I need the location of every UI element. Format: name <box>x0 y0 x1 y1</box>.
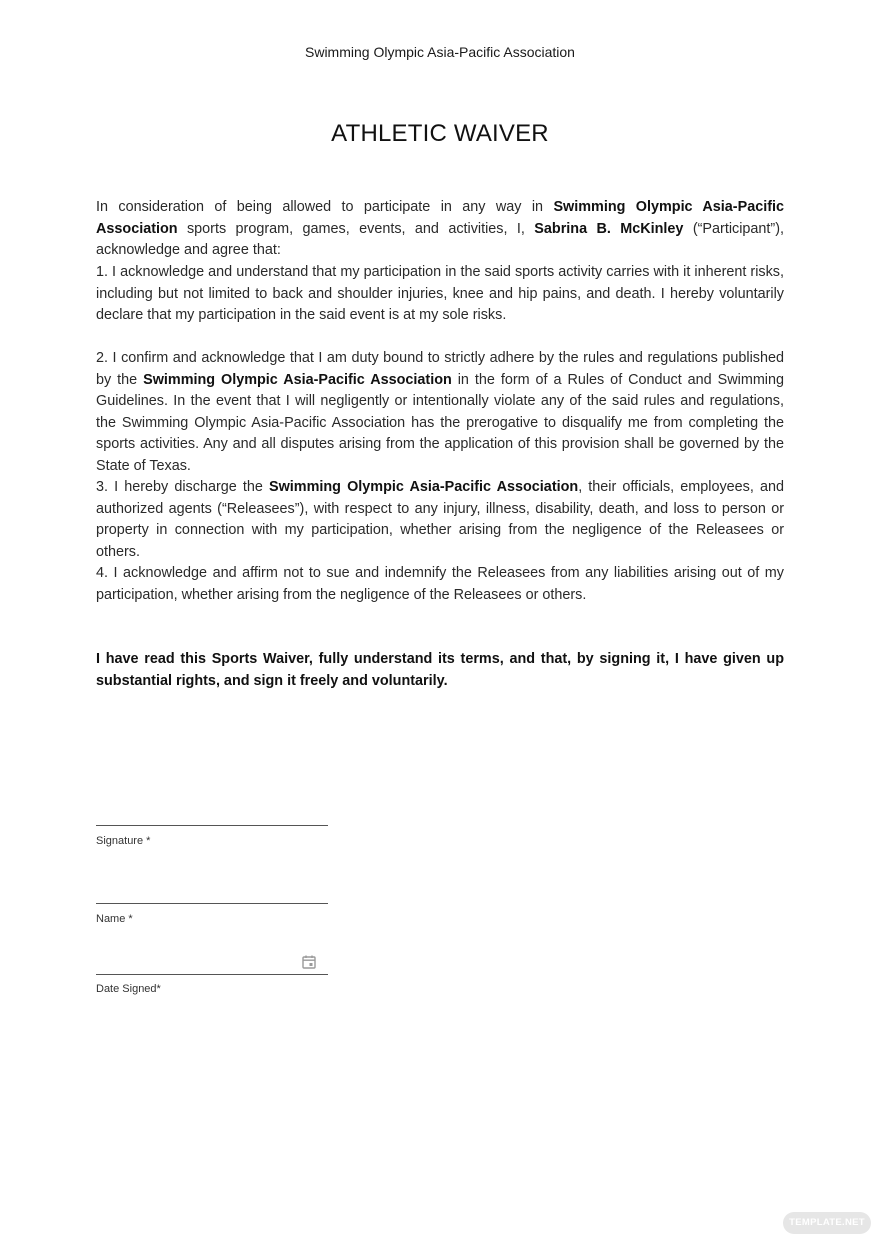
acknowledgement-statement: I have read this Sports Waiver, fully understand its terms, and that, by signing it, I have given up substantial rights, and sign it freely and voluntarily. <box>96 651 784 689</box>
name-label: Name * <box>96 913 133 925</box>
clause-2-text-2: in the form of a Rules of Conduct and Swimming Guidelines. In the event that I will negligently or intentionally violate any of the said rules and regulations, the Swimming Olympic Asia-Pacific Association has the prerogative to disqualify me from completing the sports activities. Any and all disputes arising from the application of this provision shall be governed by the State of Texas. <box>96 371 785 474</box>
clause-2 <box>96 348 784 478</box>
date-signed-line[interactable] <box>96 974 328 975</box>
document-title: ATHLETIC WAIVER <box>331 120 549 147</box>
clause-3-text-1: 3. I hereby discharge the <box>96 479 269 495</box>
clause-3-organization: Swimming Olympic Asia-Pacific Association <box>269 479 579 495</box>
intro-organization: Swimming Olympic Asia-Pacific Association <box>96 199 785 237</box>
calendar-icon[interactable] <box>301 954 317 970</box>
intro-paragraph <box>96 197 784 262</box>
clause-4: 4. I acknowledge and affirm not to sue and indemnify the Releasees from any liabilities arising out of my participation, whether arising from the negligence of the Releasees or others. <box>96 565 784 603</box>
clause-1: 1. I acknowledge and understand that my participation in the said sports activity carries with it inherent risks, including but not limited to back and shoulder injuries, knee and hip pains, and death. I hereby voluntarily declare that my participation in the said event is at my sole risks. <box>96 264 784 324</box>
template-watermark-badge: TEMPLATE.NET <box>783 1212 871 1234</box>
clause-2-organization: Swimming Olympic Asia-Pacific Association <box>143 371 452 388</box>
name-line[interactable] <box>96 903 328 904</box>
signature-label: Signature * <box>96 835 151 847</box>
date-signed-label: Date Signed* <box>96 983 161 995</box>
intro-text-1: In consideration of being allowed to participate in any way in <box>96 199 554 215</box>
intro-text-2: sports program, games, events, and activities, I, <box>177 220 535 237</box>
clause-2-text-1: 2. I confirm and acknowledge that I am duty bound to strictly adhere by the rules and regulations published by the <box>96 350 784 388</box>
organization-header: Swimming Olympic Asia-Pacific Association <box>305 44 575 60</box>
clause-3 <box>96 477 784 563</box>
participant-name: Sabrina B. McKinley <box>534 220 684 237</box>
signature-line[interactable] <box>96 825 328 826</box>
clause-3-text-2: , their officials, employees, and authorized agents (“Releasees”), with respect to any injury, illness, disability, death, and loss to person or property in connection with my participation, whether arising from the negligence of the Releasees or others. <box>96 479 784 560</box>
intro-text-3: (“Participant”), acknowledge and agree that: <box>96 220 785 259</box>
